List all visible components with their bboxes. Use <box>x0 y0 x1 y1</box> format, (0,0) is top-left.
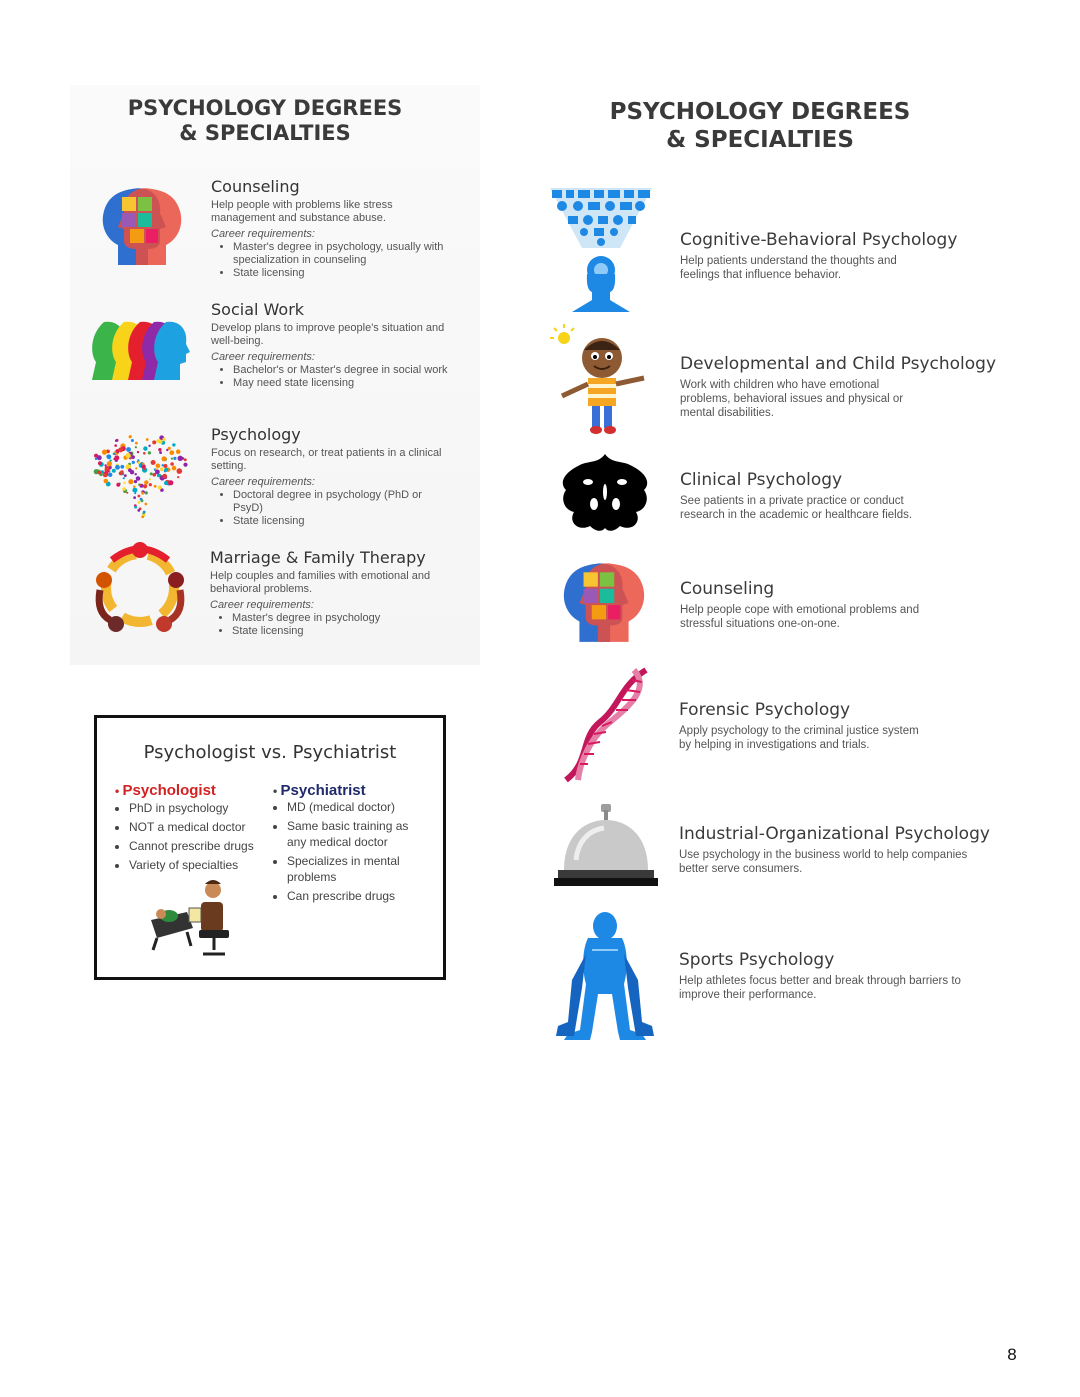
brain-dot <box>169 450 174 455</box>
dot-brain-icon <box>90 428 190 520</box>
right-icon-puzzle-heads <box>552 558 656 646</box>
right-item-clinical <box>680 470 980 522</box>
brain-dot <box>143 452 146 455</box>
req-item: • Master's degree in psychology, usually with specialization in counseling <box>233 241 451 267</box>
brain-dot <box>159 451 162 454</box>
right-item-counseling <box>680 579 980 631</box>
left-item-title: Social Work <box>211 300 305 319</box>
brain-dot <box>150 472 153 475</box>
psychiatrist-item: • Specializes in mental problems <box>287 853 423 885</box>
brain-dot <box>130 470 134 474</box>
req-item: • Master's degree in psychology <box>232 612 455 625</box>
brain-dot <box>172 466 177 471</box>
brain-dot <box>132 461 135 464</box>
brain-dot <box>94 454 98 458</box>
brain-stem-dot <box>134 506 137 509</box>
left-item-title: Marriage & Family Therapy <box>210 548 426 567</box>
brain-dot <box>136 476 141 481</box>
psychologist-item: • PhD in psychology <box>129 799 265 818</box>
brain-dot <box>168 480 173 485</box>
career-req-label: Career requirements: <box>211 228 315 240</box>
psychologist-column <box>115 782 265 875</box>
brain-dot <box>107 471 109 473</box>
brain-stem-dot <box>138 495 141 498</box>
left-item-title: Counseling <box>211 177 300 196</box>
left-title-line1: PSYCHOLOGY DEGREES <box>127 96 403 120</box>
right-icon-service-bell <box>554 800 658 890</box>
req-item: • State licensing <box>233 267 451 280</box>
brain-dot <box>124 482 126 484</box>
brain-dot <box>162 464 164 466</box>
right-item-title: Industrial-Organizational Psychology <box>679 824 990 844</box>
brain-dot <box>137 451 139 453</box>
right-item-title: Forensic Psychology <box>679 700 851 720</box>
psychologist-item: • Cannot prescribe drugs <box>129 837 265 856</box>
brain-dot <box>162 438 165 441</box>
psychiatrist-list <box>273 799 423 904</box>
req-list <box>210 612 455 638</box>
career-req-label: Career requirements: <box>210 599 314 611</box>
brain-dot <box>157 474 161 478</box>
right-item-forensic <box>679 700 979 752</box>
brain-dot <box>98 461 102 465</box>
left-title-line2: & SPECIALTIES <box>179 121 351 146</box>
puzzle-heads-icon <box>92 183 192 269</box>
brain-dot <box>156 464 161 469</box>
brain-dot <box>126 453 131 458</box>
left-item-counseling <box>211 177 451 280</box>
colorful-heads-icon <box>90 318 190 384</box>
right-item-desc: See patients in a private practice or conduct research in the academic or healthcare fields. <box>680 495 913 521</box>
brain-dot <box>162 456 167 461</box>
brain-dot <box>148 445 150 447</box>
brain-dot <box>143 484 147 488</box>
comparison-title: Psychologist vs. Psychiatrist <box>143 742 397 763</box>
brain-dot <box>135 473 137 475</box>
left-item-desc: Develop plans to improve people's situation and well-being. <box>211 322 445 347</box>
brain-dot <box>149 483 152 486</box>
brain-dot <box>184 458 187 461</box>
brain-dot <box>132 488 137 493</box>
brain-dot <box>123 477 125 479</box>
brain-dot <box>143 446 147 450</box>
right-item-desc: Help athletes focus better and break through barriers to improve their performance. <box>679 975 961 1001</box>
right-item-desc: Apply psychology to the criminal justice system by helping in investigations and trials. <box>679 725 919 751</box>
therapy-session-illustration <box>147 876 243 960</box>
child-icon <box>548 322 654 440</box>
brain-dot <box>149 478 151 480</box>
brain-dot <box>144 480 148 484</box>
brain-dot <box>141 492 144 495</box>
left-item-desc: Help couples and families with emotional and behavioral problems. <box>210 570 431 595</box>
req-item: • May need state licensing <box>233 377 451 390</box>
brain-dot <box>113 453 115 455</box>
psychiatrist-heading-text: Psychiatrist <box>280 782 366 799</box>
family-circle-icon <box>92 540 188 636</box>
inkblot-icon <box>558 452 652 534</box>
brain-stem-dot <box>138 501 141 504</box>
brain-dot <box>168 447 171 450</box>
brain-dot <box>171 458 173 460</box>
brain-dot <box>158 486 162 490</box>
brain-dot <box>98 471 102 475</box>
brain-dot <box>102 450 107 455</box>
right-icon-child <box>548 322 654 440</box>
brain-dot <box>170 462 174 466</box>
thinking-head-icon <box>548 186 654 316</box>
career-req-label: Career requirements: <box>211 351 315 363</box>
brain-dot <box>142 463 144 465</box>
right-title <box>590 99 930 154</box>
left-item-desc: Help people with problems like stress management and substance abuse. <box>211 199 393 224</box>
right-item-industrial <box>679 824 999 876</box>
brain-stem-dot <box>133 496 136 499</box>
brain-dot <box>177 476 179 478</box>
right-item-sports <box>679 950 989 1002</box>
psychiatrist-column <box>273 782 423 904</box>
therapy-couch-icon <box>147 876 243 960</box>
brain-dot <box>126 492 128 494</box>
psychiatrist-item: • Can prescribe drugs <box>287 888 423 904</box>
brain-dot <box>164 468 167 471</box>
brain-dot <box>107 461 112 466</box>
sprinter-icon <box>552 910 658 1044</box>
brain-dot <box>152 440 156 444</box>
brain-dot <box>108 473 112 477</box>
req-list <box>211 241 451 280</box>
brain-dot <box>158 440 162 444</box>
brain-dot <box>162 474 167 479</box>
right-item-title: Sports Psychology <box>679 950 835 970</box>
left-item-marriage-family <box>210 548 455 638</box>
psychologist-item: • NOT a medical doctor <box>129 818 265 837</box>
right-item-developmental <box>680 354 997 420</box>
brain-dot <box>135 467 137 469</box>
req-item: • State licensing <box>232 625 455 638</box>
req-item: • Doctoral degree in psychology (PhD or PsyD) <box>233 489 451 515</box>
brain-stem-dot <box>145 503 148 506</box>
right-icon-sprinter <box>552 910 658 1044</box>
brain-dot <box>124 474 127 477</box>
dna-icon <box>560 666 656 784</box>
brain-dot <box>135 442 138 445</box>
psychologist-heading: • Psychologist <box>115 782 216 799</box>
brain-dot <box>112 469 116 473</box>
brain-dot <box>183 463 187 467</box>
brain-dot <box>172 443 175 446</box>
brain-dot <box>95 458 97 460</box>
psychiatrist-item: • Same basic training as any medical doctor <box>287 818 423 850</box>
brain-dot <box>115 439 118 442</box>
brain-dot <box>134 492 136 494</box>
right-icon-dna <box>560 666 656 784</box>
brain-dot <box>158 448 161 451</box>
right-item-title: Counseling <box>680 579 775 599</box>
req-list <box>211 489 451 528</box>
brain-dot <box>148 451 151 454</box>
left-icon-puzzle-heads <box>92 183 192 269</box>
brain-dot <box>118 447 123 452</box>
brain-dot <box>116 483 120 487</box>
brain-dot <box>133 485 135 487</box>
brain-dot <box>107 454 112 459</box>
left-icon-colorful-heads <box>90 318 190 384</box>
brain-stem-dot <box>141 499 144 502</box>
right-item-cognitive <box>680 230 980 282</box>
psychologist-list <box>115 799 265 875</box>
page-number: 8 <box>1007 1345 1017 1364</box>
req-item: • Bachelor's or Master's degree in social work <box>233 364 451 377</box>
psychiatrist-item: • MD (medical doctor) <box>287 799 423 815</box>
brain-dot <box>176 449 181 454</box>
brain-dot <box>164 481 168 485</box>
right-title-line2: & SPECIALTIES <box>666 126 854 153</box>
brain-dot <box>114 455 119 460</box>
brain-dot <box>135 446 137 448</box>
brain-dot <box>105 466 109 470</box>
psychiatrist-heading: • Psychiatrist <box>273 782 366 799</box>
brain-dot <box>115 465 120 470</box>
comparison-box <box>94 715 446 980</box>
brain-dot <box>131 439 134 442</box>
brain-dot <box>114 444 117 447</box>
brain-dot <box>104 479 109 484</box>
service-bell-icon <box>554 800 658 890</box>
brain-dot <box>122 487 126 491</box>
brain-dot <box>151 460 156 465</box>
right-item-desc: Help patients understand the thoughts and feelings that influence behavior. <box>680 255 897 281</box>
right-icon-thinking-head <box>548 186 654 316</box>
brain-dot <box>129 435 132 438</box>
right-item-desc: Use psychology in the business world to help companies better serve consumers. <box>679 849 968 875</box>
brain-dot <box>120 465 124 469</box>
brain-dot <box>160 467 164 471</box>
brain-dot <box>145 491 148 494</box>
right-item-title: Clinical Psychology <box>680 470 843 490</box>
left-item-psychology <box>211 425 451 528</box>
brain-dot <box>155 470 160 475</box>
left-icon-family-circle <box>92 540 188 636</box>
brain-dot <box>154 485 157 488</box>
left-title <box>95 96 435 146</box>
puzzle-heads-icon <box>552 558 656 646</box>
req-item: • State licensing <box>233 515 451 528</box>
brain-stem-dot <box>141 515 144 518</box>
brain-dot <box>173 457 176 460</box>
left-icon-dot-brain <box>90 428 190 520</box>
brain-dot <box>119 471 123 475</box>
brain-dot <box>134 480 137 483</box>
brain-dot <box>139 484 141 486</box>
brain-dot <box>177 468 183 474</box>
brain-dot <box>181 457 184 460</box>
right-item-title: Developmental and Child Psychology <box>680 354 997 374</box>
brain-dot <box>103 473 108 478</box>
right-item-title: Cognitive-Behavioral Psychology <box>680 230 958 250</box>
right-title-line1: PSYCHOLOGY DEGREES <box>609 99 911 125</box>
left-item-title: Psychology <box>211 425 301 444</box>
brain-stem-dot <box>137 509 140 512</box>
brain-dot <box>146 438 149 441</box>
brain-dot <box>128 479 133 484</box>
left-item-social-work <box>211 300 451 390</box>
brain-dot <box>137 461 140 464</box>
career-req-label: Career requirements: <box>211 476 315 488</box>
req-list <box>211 364 451 390</box>
brain-dot <box>163 464 167 468</box>
psychologist-heading-text: Psychologist <box>122 782 216 799</box>
left-item-desc: Focus on research, or treat patients in a clinical setting. <box>211 447 442 472</box>
psychologist-item: • Variety of specialties <box>129 856 265 875</box>
right-item-desc: Help people cope with emotional problems and stressful situations one-on-one. <box>680 604 920 630</box>
right-item-desc: Work with children who have emotional problems, behavioral issues and physical or mental disabilities. <box>680 379 904 419</box>
brain-dot <box>126 447 131 452</box>
right-icon-inkblot <box>558 452 652 534</box>
